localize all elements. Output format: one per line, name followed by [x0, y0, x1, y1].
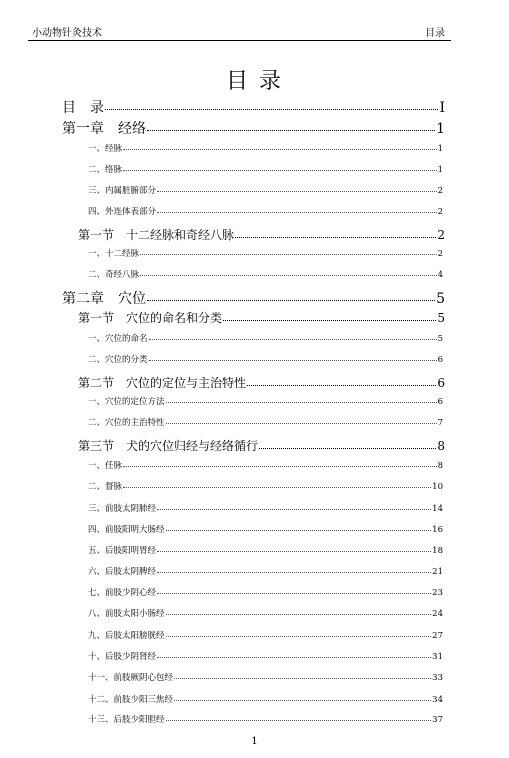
toc-entry-label: 第三节 犬的穴位归经与经络循行 — [78, 439, 259, 453]
dot-leader — [147, 119, 435, 133]
toc-entry[interactable] — [88, 586, 443, 598]
dot-leader — [157, 185, 437, 194]
dot-leader — [166, 524, 432, 533]
toc-entry-label: 十一、前肢厥阴心包经 — [88, 673, 174, 683]
toc-entry-page: 23 — [432, 588, 443, 598]
dot-leader — [157, 651, 431, 660]
toc-entry[interactable] — [88, 650, 443, 662]
toc-entry-label: 一、经脉 — [88, 144, 123, 154]
toc-entry-label: 一、十二经脉 — [88, 249, 140, 259]
toc-entry[interactable] — [62, 97, 445, 117]
toc-entry-label: 十、后肢少阴肾经 — [88, 652, 157, 662]
toc-entry-label: 八、前肢太阳小肠经 — [88, 609, 165, 619]
toc-entry-page: 1 — [437, 165, 443, 175]
toc-entry-label: 一、穴位的定位方法 — [88, 397, 165, 407]
toc-entry-page: 2 — [437, 228, 445, 242]
toc-entry[interactable] — [88, 565, 443, 577]
dot-leader — [149, 354, 437, 363]
toc-entry[interactable] — [88, 332, 443, 344]
toc-entry[interactable] — [88, 416, 443, 428]
running-header-section: 目录 — [425, 28, 445, 39]
toc-entry-page: 2 — [437, 249, 443, 259]
toc-entry[interactable] — [62, 118, 445, 138]
toc-entry[interactable] — [88, 502, 443, 514]
toc-entry-label: 二、穴位的主治特性 — [88, 418, 165, 428]
toc-entry[interactable] — [78, 374, 445, 391]
toc-entry-page: 5 — [436, 291, 445, 307]
toc-entry[interactable] — [88, 693, 443, 705]
toc-entry-label: 十三、后肢少阳胆经 — [88, 715, 165, 725]
toc-entry-page: 6 — [437, 376, 445, 390]
toc-entry[interactable] — [88, 671, 443, 683]
dot-leader — [174, 694, 431, 703]
toc-entry[interactable] — [88, 395, 443, 407]
toc-entry-label: 第一节 穴位的命名和分类 — [78, 311, 223, 325]
dot-leader — [174, 672, 431, 681]
toc-entry-label: 三、前肢太阴肺经 — [88, 504, 157, 514]
toc-entry-page: 27 — [432, 631, 443, 641]
dot-leader — [166, 417, 437, 426]
dot-leader — [123, 481, 431, 490]
toc-entry-page: 6 — [437, 397, 443, 407]
toc-entry-page: 8 — [437, 461, 443, 471]
toc-entry[interactable] — [88, 268, 443, 280]
page-title: 目 录 — [226, 69, 283, 94]
dot-leader — [105, 98, 438, 112]
dot-leader — [123, 164, 437, 173]
dot-leader — [157, 566, 431, 575]
dot-leader — [123, 460, 437, 469]
toc-entry-page: I — [439, 100, 445, 116]
toc-entry[interactable] — [88, 713, 443, 725]
toc-entry-page: 5 — [437, 334, 443, 344]
toc-entry[interactable] — [88, 142, 443, 154]
toc-entry-page: 1 — [437, 144, 443, 154]
toc-entry-page: 6 — [437, 355, 443, 365]
toc-entry-label: 二、督脉 — [88, 482, 123, 492]
toc-entry-label: 九、后肢太阳膀胱经 — [88, 631, 165, 641]
toc-entry[interactable] — [88, 629, 443, 641]
toc-entry-label: 第一章 经络 — [62, 121, 146, 137]
toc-entry-label: 五、后肢阳明胃经 — [88, 546, 157, 556]
dot-leader — [140, 269, 437, 278]
page-number: 1 — [251, 736, 258, 747]
toc-entry-page: 31 — [432, 652, 443, 662]
toc-entry-label: 一、穴位的命名 — [88, 334, 148, 344]
toc-entry-page: 1 — [436, 121, 445, 137]
toc-entry-page: 37 — [432, 715, 443, 725]
toc-entry-page: 7 — [437, 418, 443, 428]
toc-entry-label: 六、后肢太阴脾经 — [88, 567, 157, 577]
toc-entry[interactable] — [62, 288, 445, 308]
toc-entry-page: 34 — [432, 695, 443, 705]
toc-entry-label: 三、内属脏腑部分 — [88, 186, 157, 196]
toc-entry-label: 第二节 穴位的定位与主治特性 — [78, 376, 247, 390]
dot-leader — [166, 396, 437, 405]
toc-entry[interactable] — [88, 247, 443, 259]
dot-leader — [166, 630, 432, 639]
running-header-book-title: 小动物针灸技术 — [32, 28, 102, 39]
toc-entry[interactable] — [88, 523, 443, 535]
toc-entry-page: 14 — [432, 504, 443, 514]
toc-entry-page: 33 — [432, 673, 443, 683]
dot-leader — [259, 438, 436, 450]
toc-entry-label: 二、穴位的分类 — [88, 355, 148, 365]
toc-entry-label: 目 录 — [62, 100, 104, 116]
dot-leader — [235, 227, 436, 239]
toc-entry-label: 四、前肢阳明大肠经 — [88, 525, 165, 535]
dot-leader — [140, 248, 437, 257]
toc-entry-page: 2 — [437, 207, 443, 217]
toc-entry[interactable] — [88, 607, 443, 619]
toc-entry[interactable] — [88, 353, 443, 365]
dot-leader — [157, 503, 431, 512]
toc-entry[interactable] — [88, 459, 443, 471]
toc-entry[interactable] — [88, 163, 443, 175]
toc-entry-page: 8 — [437, 439, 445, 453]
toc-entry-label: 七、前肢少阴心经 — [88, 588, 157, 598]
dot-leader — [157, 206, 437, 215]
dot-leader — [223, 310, 436, 322]
toc-entry-label: 一、任脉 — [88, 461, 123, 471]
toc-entry[interactable] — [78, 226, 445, 243]
dot-leader — [157, 587, 431, 596]
toc-entry-label: 四、外连体表部分 — [88, 207, 157, 217]
dot-leader — [147, 289, 435, 303]
header-rule — [28, 40, 451, 41]
toc-entry-page: 18 — [432, 546, 443, 556]
dot-leader — [149, 333, 437, 342]
toc-entry[interactable] — [88, 184, 443, 196]
toc-entry[interactable] — [88, 544, 443, 556]
toc-entry-label: 十二、前肢少阳三焦经 — [88, 695, 174, 705]
toc-entry-page: 16 — [432, 525, 443, 535]
toc-entry-page: 21 — [432, 567, 443, 577]
toc-entry[interactable] — [78, 437, 445, 454]
toc-entry-page: 2 — [437, 186, 443, 196]
toc-entry[interactable] — [78, 309, 445, 326]
dot-leader — [157, 545, 431, 554]
dot-leader — [247, 375, 436, 387]
toc-entry-page: 10 — [432, 482, 443, 492]
toc-entry-page: 4 — [437, 270, 443, 280]
toc-entry-page: 5 — [437, 311, 445, 325]
toc-entry-page: 24 — [432, 609, 443, 619]
toc-entry-label: 第二章 穴位 — [62, 291, 146, 307]
dot-leader — [123, 143, 437, 152]
toc-entry-label: 二、奇经八脉 — [88, 270, 140, 280]
toc-entry[interactable] — [88, 480, 443, 492]
dot-leader — [166, 608, 432, 617]
dot-leader — [166, 714, 432, 723]
toc-entry[interactable] — [88, 205, 443, 217]
toc-entry-label: 第一节 十二经脉和奇经八脉 — [78, 228, 235, 242]
toc-entry-label: 二、络脉 — [88, 165, 123, 175]
